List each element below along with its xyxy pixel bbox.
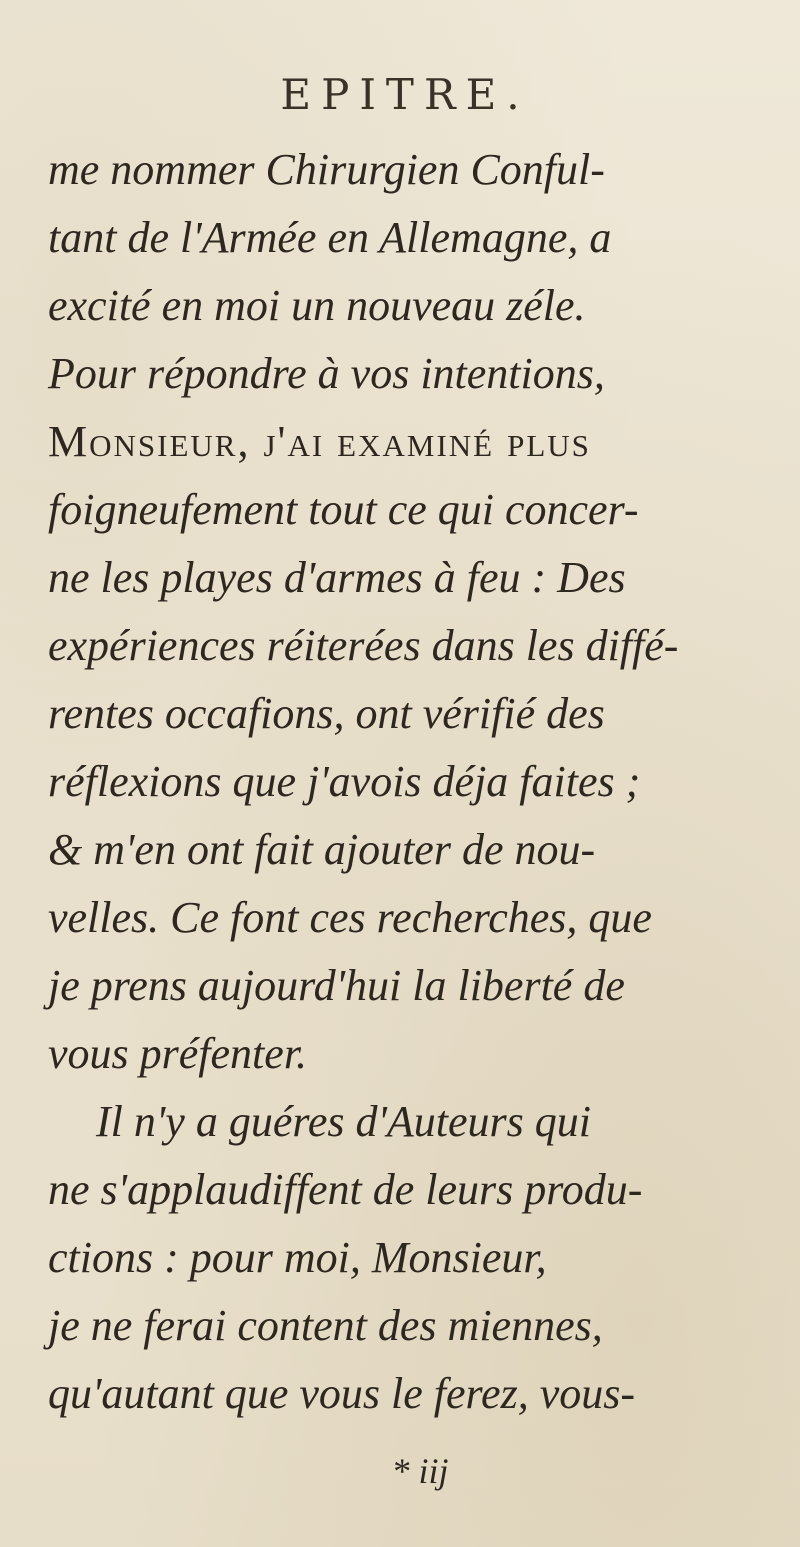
text-line-5: Monsieur, j'ai examiné plus	[48, 417, 591, 466]
text-line-2: tant de l'Armée en Allemagne, a	[48, 213, 612, 262]
text-line-17: ctions : pour moi, Monsieur,	[48, 1233, 547, 1282]
text-line-7: ne les playes d'armes à feu : Des	[48, 553, 626, 602]
text-line-19: qu'autant que vous le ferez, vous-	[48, 1369, 635, 1418]
text-line-6: foigneufement tout ce qui concer-	[48, 485, 639, 534]
running-head: EPITRE.	[280, 70, 530, 119]
text-line-13: je prens aujourd'hui la liberté de	[48, 961, 625, 1010]
text-line-4: Pour répondre à vos intentions,	[48, 349, 605, 398]
text-line-15: Il n'y a guéres d'Auteurs qui	[96, 1097, 591, 1146]
text-line-8: expériences réiterées dans les diffé-	[48, 621, 679, 670]
text-line-14: vous préfenter.	[48, 1029, 308, 1078]
text-line-11: & m'en ont fait ajouter de nou-	[48, 825, 596, 874]
text-line-12: velles. Ce font ces recherches, que	[48, 893, 652, 942]
text-line-18: je ne ferai content des miennes,	[48, 1301, 603, 1350]
text-line-10: réflexions que j'avois déja faites ;	[48, 757, 641, 806]
catchword-signature: * iij	[391, 1451, 449, 1491]
text-line-9: rentes occafions, ont vérifié des	[48, 689, 605, 738]
text-line-3: excité en moi un nouveau zéle.	[48, 281, 586, 330]
text-line-16: ne s'applaudiffent de leurs produ-	[48, 1165, 643, 1214]
text-line-1: me nommer Chirurgien Conful-	[48, 145, 605, 194]
